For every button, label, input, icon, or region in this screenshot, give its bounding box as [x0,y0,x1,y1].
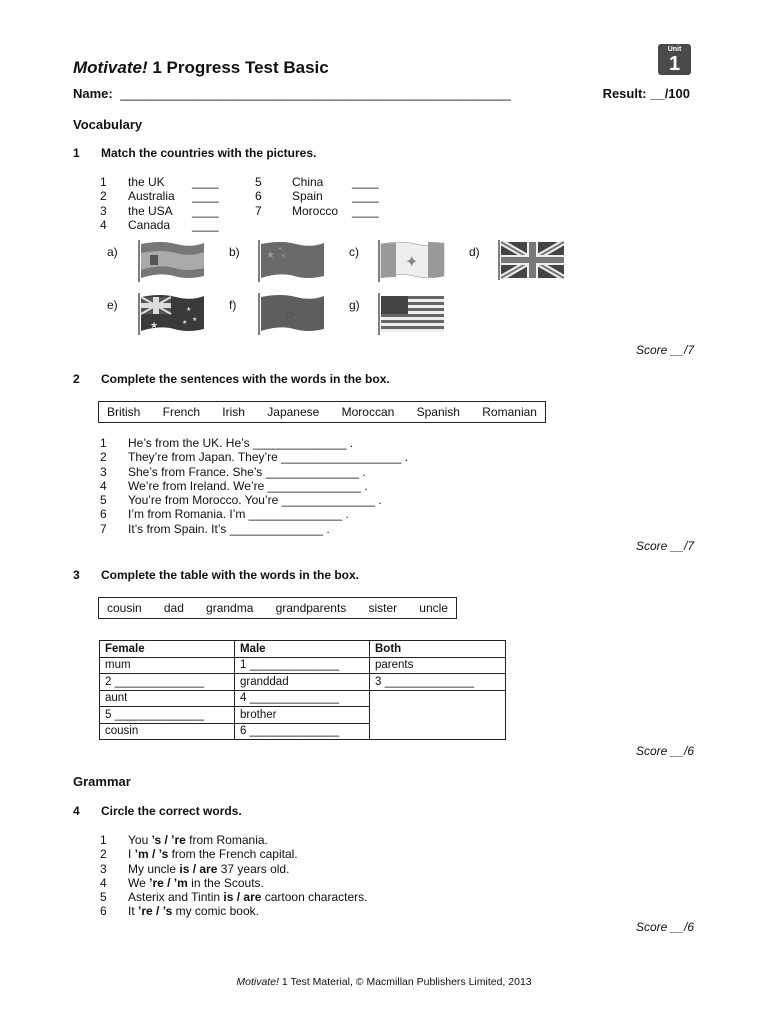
answer-blank: ____ [352,189,379,204]
sentence-pre: I [128,847,135,862]
flag-label-c: c) [349,245,359,259]
country-name: Spain [292,189,323,204]
svg-text:★: ★ [192,316,198,323]
word-choice[interactable]: ’re / ’m [149,875,188,890]
country-item [100,204,219,218]
table-cell: 2 ______________ [100,674,235,691]
sentence-pre: You [128,833,152,847]
sentence-number: 1 [100,436,107,450]
sentence-number: 2 [100,450,107,465]
answer-blank: ____ [192,175,219,189]
box-word: Irish [222,405,245,419]
flag-label-g: g) [349,298,360,312]
table-cell: granddad [235,674,370,691]
q2-word-box [98,401,546,423]
answer-blank: ____ [352,175,379,189]
q3-instruction: Complete the table with the words in the box. [101,568,360,582]
country-number: 2 [100,189,107,204]
sentence-post: from Romania. [185,833,268,847]
sentence-text: We’re from Ireland. We’re ______________ . [128,478,368,493]
sentence-number: 7 [100,521,107,536]
q4-score: Score __/6 [635,920,694,934]
sentence-item [100,904,367,918]
unit-badge [658,44,691,75]
spain-flag-icon [136,238,206,284]
table-row [100,657,506,674]
q2-score: Score __/7 [635,539,694,553]
table-cell: mum [100,657,235,674]
sentence-item [100,522,408,536]
country-item [255,175,379,189]
sentence-text: They’re from Japan. They’re __________________ . [128,450,408,465]
flag-label-a: a) [107,245,118,259]
country-number: 6 [255,189,262,204]
table-cell: aunt [100,690,235,707]
table-row [100,690,506,707]
svg-text:★: ★ [281,253,286,259]
sentence-text: I’m from Romania. I’m ______________ . [128,507,349,522]
header-female: Female [100,641,235,658]
box-word: Spanish [416,405,460,419]
sentence-text: She’s from France. She’s ______________ . [128,464,366,479]
table-row [100,674,506,691]
sentence-item [100,465,408,479]
country-number: 4 [100,217,107,232]
country-name: the UK [128,175,165,189]
sentence-number: 1 [100,833,107,847]
sentence-item [100,862,367,876]
q4-instruction: Circle the correct words. [101,804,242,818]
sentence-pre: We [128,875,150,890]
sentence-text: You’re from Morocco. You’re ______________ . [128,493,382,508]
vocabulary-heading: Vocabulary [73,117,143,132]
canada-flag-icon [376,238,446,284]
country-item [100,218,219,232]
box-word: French [162,405,200,419]
flag-label-f: f) [229,298,237,312]
name-line: ______________________________________________________ [120,86,511,101]
australia-flag-icon [136,291,206,337]
title-italic: Motivate! [73,58,148,77]
country-item [100,189,219,203]
box-word: sister [368,601,398,615]
sentence-number: 3 [100,464,107,479]
sentence-pre: It [128,904,139,919]
q1-score: Score __/7 [635,343,694,357]
country-number: 3 [100,203,107,218]
sentence-post: cartoon characters. [261,890,368,905]
result-label: Result: __/100 [602,86,690,101]
svg-text:★: ★ [186,306,192,313]
page-footer [0,976,768,988]
unit-label: Unit [667,46,682,53]
name-label: Name: [73,86,113,101]
answer-blank: ____ [352,203,379,218]
box-word: uncle [419,601,448,615]
sentence-text: He’s from the UK. He’s ______________ . [128,436,354,450]
box-word: Japanese [267,405,320,419]
sentence-item [100,833,367,847]
q1-instruction: Match the countries with the pictures. [101,146,317,160]
usa-flag-icon [376,291,446,337]
word-choice[interactable]: is / are [223,890,262,905]
table-header-row [100,641,506,658]
flag-label-d: d) [469,245,480,259]
table-cell-empty [370,690,506,740]
footer-rest: 1 Test Material, © Macmillan Publishers Limited, 2013 [278,976,532,988]
box-word: dad [163,601,184,615]
country-name: Morocco [292,203,339,218]
sentence-item [100,876,367,890]
answer-blank: ____ [192,203,219,218]
country-name: China [292,175,324,189]
morocco-flag-icon [256,291,326,337]
sentence-post: in the Scouts. [187,875,264,890]
sentence-item [100,479,408,493]
q1-countries-left [100,175,219,232]
country-name: Canada [128,217,171,232]
sentence-item [100,436,408,450]
sentence-number: 4 [100,478,107,493]
sentence-number: 2 [100,847,107,862]
sentence-number: 3 [100,861,107,876]
country-number: 7 [255,203,262,218]
q3-number: 3 [73,568,80,582]
sentence-number: 5 [100,493,107,508]
grammar-heading: Grammar [73,774,131,789]
q3-score: Score __/6 [635,744,694,758]
q2-instruction: Complete the sentences with the words in the box. [101,372,390,386]
sentence-item [100,493,408,507]
uk-flag-icon [496,238,566,282]
q2-number: 2 [73,372,80,386]
sentence-number: 5 [100,890,107,905]
box-word: grandparents [275,601,347,615]
q4-sentences [100,833,367,919]
sentence-post: from the French capital. [168,847,298,862]
sentence-item [100,847,367,861]
sentence-number: 4 [100,875,107,890]
table-cell: parents [370,657,506,674]
table-cell: cousin [100,723,235,740]
sentence-number: 6 [100,507,107,522]
china-flag-icon [256,238,326,284]
sentence-text: It’s from Spain. It’s ______________ . [128,521,330,536]
name-field [73,86,511,101]
flag-label-b: b) [229,245,240,259]
box-word: cousin [107,601,142,615]
sentence-item [100,450,408,464]
box-word: grandma [206,601,254,615]
q2-sentences [100,436,408,536]
country-item [255,189,379,203]
table-cell: 4 ______________ [235,690,370,707]
answer-blank: ____ [192,217,219,232]
svg-text:☆: ☆ [284,308,295,322]
q1-countries-right [255,175,379,218]
box-word: Romanian [482,405,537,419]
header-male: Male [235,641,370,658]
country-name: Australia [128,189,175,204]
country-number: 5 [255,175,262,189]
q3-word-box [98,597,457,619]
table-cell: 1 ______________ [235,657,370,674]
table-cell: 5 ______________ [100,707,235,724]
page-title [73,58,329,78]
title-rest: 1 Progress Test Basic [147,58,329,77]
q1-number: 1 [73,146,80,160]
sentence-post: 37 years old. [217,861,290,876]
word-choice[interactable]: ’re / ’s [138,904,173,919]
country-name: the USA [128,203,173,218]
country-item [100,175,219,189]
word-choice[interactable]: ’s / ’re [151,833,186,847]
flag-label-e: e) [107,298,118,312]
country-item [255,204,379,218]
q4-number: 4 [73,804,80,818]
sentence-pre: Asterix and Tintin [128,890,224,905]
word-choice[interactable]: ’m / ’s [134,847,169,862]
table-cell: 3 ______________ [370,674,506,691]
table-cell: 6 ______________ [235,723,370,740]
country-number: 1 [100,175,107,189]
word-choice[interactable]: is / are [179,861,218,876]
svg-text:★: ★ [182,319,188,326]
answer-blank: ____ [192,189,219,204]
footer-italic: Motivate! [236,976,279,988]
box-word: Moroccan [341,405,395,419]
header-both: Both [370,641,506,658]
sentence-number: 6 [100,904,107,919]
family-table [99,640,506,740]
svg-text:★: ★ [150,321,159,331]
sentence-post: my comic book. [172,904,259,919]
box-word: British [107,405,141,419]
svg-text:✦: ✦ [405,252,419,271]
svg-text:★: ★ [266,250,275,261]
sentence-pre: My uncle [128,861,180,876]
svg-text:★: ★ [278,246,283,252]
sentence-item [100,507,408,521]
sentence-item [100,890,367,904]
unit-number: 1 [668,53,681,75]
table-cell: brother [235,707,370,724]
